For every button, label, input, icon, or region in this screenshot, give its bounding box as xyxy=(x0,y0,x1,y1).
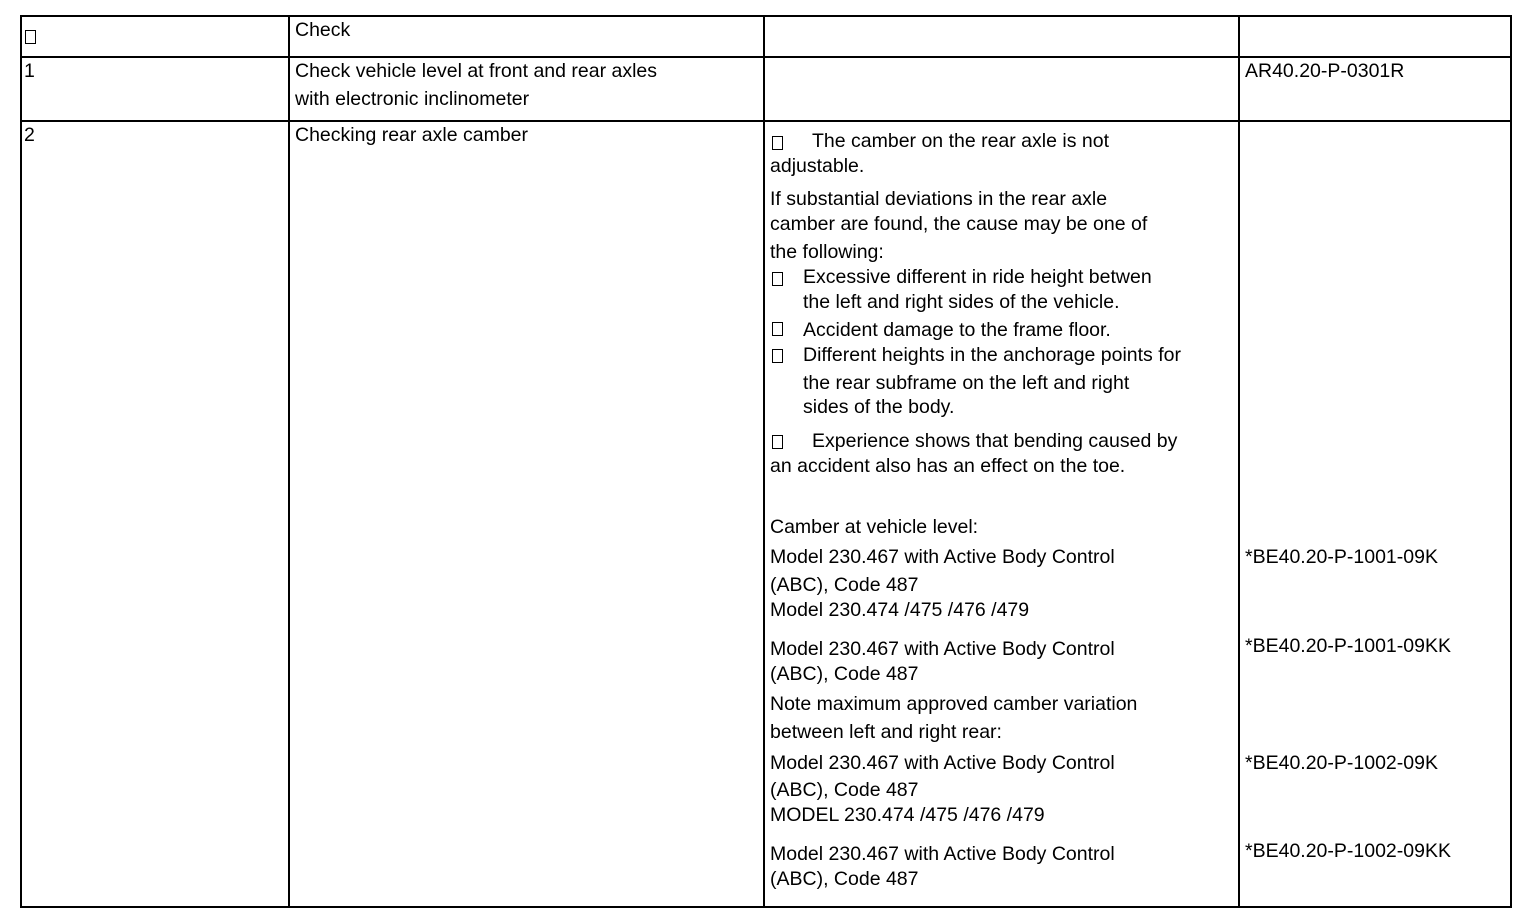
row1-reference: AR40.20-P-0301R xyxy=(1245,60,1405,82)
cause3-line2: the rear subframe on the left and right xyxy=(803,372,1130,394)
intro-line2: camber are found, the cause may be one of xyxy=(770,213,1148,235)
spec2-reference: *BE40.20-P-1001-09KK xyxy=(1245,635,1451,657)
table-border-bottom xyxy=(20,906,1512,908)
cause1-line2: the left and right sides of the vehicle. xyxy=(803,291,1120,313)
column-divider-1 xyxy=(288,15,290,908)
cause3-line3: sides of the body. xyxy=(803,396,955,418)
row2-step-number: 2 xyxy=(24,124,35,146)
spec3-line3: MODEL 230.474 /475 /476 /479 xyxy=(770,804,1045,826)
column-divider-2 xyxy=(763,15,765,908)
checkbox-icon xyxy=(25,30,36,44)
spec4-line1: Model 230.467 with Active Body Control xyxy=(770,843,1115,865)
list-bullet-icon xyxy=(772,272,783,286)
camber-heading: Camber at vehicle level: xyxy=(770,516,979,538)
variation-line2: between left and right rear: xyxy=(770,721,1002,743)
spec1-line1: Model 230.467 with Active Body Control xyxy=(770,546,1115,568)
row1-action-line1: Check vehicle level at front and rear axles xyxy=(295,60,658,82)
spec3-line1: Model 230.467 with Active Body Control xyxy=(770,752,1115,774)
spec2-line1: Model 230.467 with Active Body Control xyxy=(770,638,1115,660)
row2-action: Checking rear axle camber xyxy=(295,124,529,146)
table-border-left xyxy=(20,15,22,908)
variation-line1: Note maximum approved camber variation xyxy=(770,693,1138,715)
note2-line1: Experience shows that bending caused by xyxy=(812,430,1178,452)
spec2-line2: (ABC), Code 487 xyxy=(770,663,919,685)
note-bullet-icon xyxy=(772,435,783,449)
list-bullet-icon xyxy=(772,349,783,363)
note1-line2: adjustable. xyxy=(770,155,865,177)
cause1-line1: Excessive different in ride height betwen xyxy=(803,266,1152,288)
row1-step-number: 1 xyxy=(24,60,35,82)
row-divider-1 xyxy=(20,56,1512,58)
note1-line1: The camber on the rear axle is not xyxy=(812,130,1109,152)
intro-line3: the following: xyxy=(770,241,884,263)
spec1-reference: *BE40.20-P-1001-09K xyxy=(1245,546,1438,568)
spec1-line3: Model 230.474 /475 /476 /479 xyxy=(770,599,1030,621)
row-divider-2 xyxy=(20,120,1512,122)
header-title: Check xyxy=(295,19,351,41)
spec1-line2: (ABC), Code 487 xyxy=(770,574,919,596)
spec3-reference: *BE40.20-P-1002-09K xyxy=(1245,752,1438,774)
cause3-line1: Different heights in the anchorage points for xyxy=(803,344,1181,366)
spec3-line2: (ABC), Code 487 xyxy=(770,779,919,801)
row1-action-line2: with electronic inclinometer xyxy=(295,88,530,110)
table-border-top xyxy=(20,15,1512,17)
table-border-right xyxy=(1510,15,1512,908)
note2-line2: an accident also has an effect on the toe. xyxy=(770,455,1126,477)
spec4-line2: (ABC), Code 487 xyxy=(770,868,919,890)
cause2-line1: Accident damage to the frame floor. xyxy=(803,319,1111,341)
list-bullet-icon xyxy=(772,322,783,336)
spec4-reference: *BE40.20-P-1002-09KK xyxy=(1245,840,1451,862)
column-divider-3 xyxy=(1238,15,1240,908)
note-bullet-icon xyxy=(772,136,783,150)
intro-line1: If substantial deviations in the rear axle xyxy=(770,188,1108,210)
